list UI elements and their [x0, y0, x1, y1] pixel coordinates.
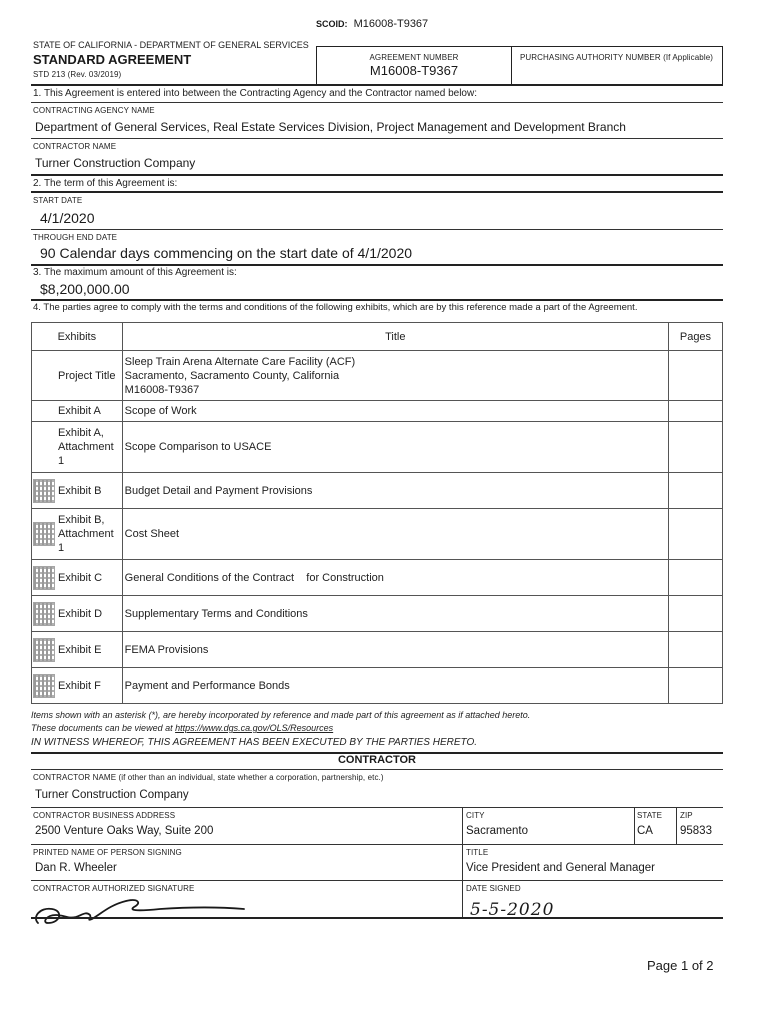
title-cell — [122, 560, 668, 596]
qr-code-icon — [33, 566, 55, 590]
table-row — [32, 401, 723, 422]
end-date: 90 Calendar days commencing on the start date of 4/1/2020 — [40, 245, 413, 261]
scoid-label: SCOID: — [316, 19, 348, 29]
contractor-signature — [30, 893, 250, 931]
agreement-number-label: AGREEMENT NUMBER — [369, 53, 459, 62]
pages-cell — [668, 560, 722, 596]
agency-name: Department of General Services, Real Estate Services Division, Project Management and Development Branch — [35, 120, 626, 134]
title-line: Sacramento, Sacramento County, California — [124, 369, 340, 382]
contractor-city: Sacramento — [466, 825, 529, 837]
qr-code-icon — [33, 522, 55, 546]
start-date-label: START DATE — [33, 196, 83, 205]
exhibit-label: Exhibit C — [58, 571, 103, 584]
section-1-text: 1. This Agreement is entered into between the Contracting Agency and the Contractor named below: — [33, 88, 477, 99]
title-cell — [122, 632, 668, 668]
contractor-name-label-2: CONTRACTOR NAME (if other than an individual, state whether a corporation, partnership, etc.) — [33, 773, 384, 782]
table-row — [32, 473, 723, 509]
exhibit-cell — [32, 401, 123, 422]
pages-cell — [668, 509, 722, 560]
exhibits-table — [31, 322, 723, 704]
form-title: STANDARD AGREEMENT — [33, 52, 192, 67]
exhibits-header: Exhibits — [32, 323, 123, 351]
exhibit-cell — [32, 560, 123, 596]
asterisk-note: Items shown with an asterisk (*), are hereby incorporated by reference and made part of this agreement as if attached hereto. — [31, 710, 531, 720]
max-amount: $8,200,000.00 — [40, 281, 130, 297]
state-label: STATE — [637, 811, 663, 820]
signature-label: CONTRACTOR AUTHORIZED SIGNATURE — [33, 884, 195, 893]
witness-statement: IN WITNESS WHEREOF, THIS AGREEMENT HAS BEEN EXECUTED BY THE PARTIES HERETO. — [31, 737, 478, 748]
exhibit-label: Exhibit A, Attachment 1 — [58, 427, 114, 467]
exhibit-cell — [32, 632, 123, 668]
exhibit-label: Exhibit F — [58, 679, 101, 692]
exhibit-cell — [32, 351, 123, 401]
purchasing-authority-label: PURCHASING AUTHORITY NUMBER (If Applicable) — [519, 53, 714, 62]
qr-code-icon — [33, 638, 55, 662]
title-line: General Conditions of the Contract for Construction — [124, 571, 384, 584]
title-line: Sleep Train Arena Alternate Care Facility (ACF) — [124, 355, 356, 368]
zip-label: ZIP — [680, 811, 693, 820]
table-row — [32, 560, 723, 596]
exhibit-cell — [32, 473, 123, 509]
title-cell — [122, 473, 668, 509]
exhibit-label: Project Title — [58, 369, 116, 382]
title-line: Scope Comparison to USACE — [124, 441, 272, 453]
title-cell — [122, 401, 668, 422]
title-line: M16008-T9367 — [124, 383, 200, 396]
title-line: Budget Detail and Payment Provisions — [124, 484, 313, 497]
section-4-text: 4. The parties agree to comply with the terms and conditions of the following exhibits, which are by this reference made a part of the Agreement. — [33, 302, 638, 313]
title-line: Supplementary Terms and Conditions — [124, 607, 308, 620]
contractor-name-label: CONTRACTOR NAME — [33, 142, 117, 151]
department-name: STATE OF CALIFORNIA - DEPARTMENT OF GENERAL SERVICES — [33, 40, 309, 50]
contractor-address: 2500 Venture Oaks Way, Suite 200 — [35, 825, 214, 837]
table-row — [32, 422, 723, 473]
contractor-name: Turner Construction Company — [35, 156, 196, 170]
exhibit-cell — [32, 509, 123, 560]
title-cell — [122, 668, 668, 704]
title-cell — [122, 509, 668, 560]
scoid-value: M16008-T9367 — [353, 18, 429, 30]
exhibits-table-header — [32, 323, 723, 351]
agreement-number-box — [316, 46, 512, 86]
exhibit-label: Exhibit E — [58, 643, 102, 656]
contractor-zip: 95833 — [680, 825, 712, 837]
qr-code-icon — [33, 674, 55, 698]
section-2-text: 2. The term of this Agreement is: — [33, 178, 178, 189]
agreement-number: M16008-T9367 — [369, 63, 459, 78]
pages-cell — [668, 668, 722, 704]
exhibit-cell — [32, 596, 123, 632]
title-label: TITLE — [466, 848, 489, 857]
signer-label: PRINTED NAME OF PERSON SIGNING — [33, 848, 182, 857]
exhibit-cell — [32, 668, 123, 704]
date-signed-label: DATE SIGNED — [466, 884, 521, 893]
contractor-state: CA — [637, 825, 653, 837]
end-date-label: THROUGH END DATE — [33, 233, 118, 242]
exhibit-label: Exhibit B — [58, 484, 102, 497]
qr-code-icon — [33, 479, 55, 503]
title-cell — [122, 596, 668, 632]
table-row — [32, 509, 723, 560]
exhibit-label: Exhibit D — [58, 607, 103, 620]
table-row — [32, 632, 723, 668]
pages-header: Pages — [668, 323, 722, 351]
address-label: CONTRACTOR BUSINESS ADDRESS — [33, 811, 176, 820]
agency-name-label: CONTRACTING AGENCY NAME — [33, 106, 155, 115]
city-label: CITY — [466, 811, 485, 820]
signer-title: Vice President and General Manager — [466, 862, 656, 874]
resources-link[interactable]: https://www.dgs.ca.gov/OLS/Resources — [175, 723, 334, 733]
title-line: Scope of Work — [124, 405, 197, 417]
table-row — [32, 596, 723, 632]
purchasing-authority-box — [511, 46, 723, 86]
title-line: Cost Sheet — [124, 528, 180, 540]
qr-code-icon — [33, 602, 55, 626]
signer-name: Dan R. Wheeler — [35, 862, 117, 874]
pages-cell — [668, 632, 722, 668]
section-3-text: 3. The maximum amount of this Agreement is: — [33, 267, 237, 278]
pages-cell — [668, 596, 722, 632]
exhibit-cell — [32, 422, 123, 473]
table-row — [32, 668, 723, 704]
date-signed: 5-5-2020 — [470, 900, 555, 920]
contractor-heading: CONTRACTOR — [337, 754, 416, 766]
contractor-name-2: Turner Construction Company — [35, 789, 189, 801]
scoid-line — [316, 18, 428, 30]
page-number: Page 1 of 2 — [647, 958, 714, 973]
form-number: STD 213 (Rev. 03/2019) — [33, 70, 122, 79]
resources-note — [31, 723, 333, 733]
title-cell — [122, 351, 668, 401]
title-line: FEMA Provisions — [124, 643, 209, 656]
pages-cell — [668, 351, 722, 401]
resources-prefix: These documents can be viewed at — [31, 723, 176, 733]
start-date: 4/1/2020 — [40, 210, 95, 226]
pages-cell — [668, 422, 722, 473]
title-line: Payment and Performance Bonds — [124, 679, 290, 692]
exhibit-label: Exhibit A — [58, 405, 101, 417]
pages-cell — [668, 473, 722, 509]
title-cell — [122, 422, 668, 473]
title-header: Title — [122, 323, 668, 351]
pages-cell — [668, 401, 722, 422]
table-row — [32, 351, 723, 401]
exhibit-label: Exhibit B, Attachment 1 — [58, 514, 114, 554]
